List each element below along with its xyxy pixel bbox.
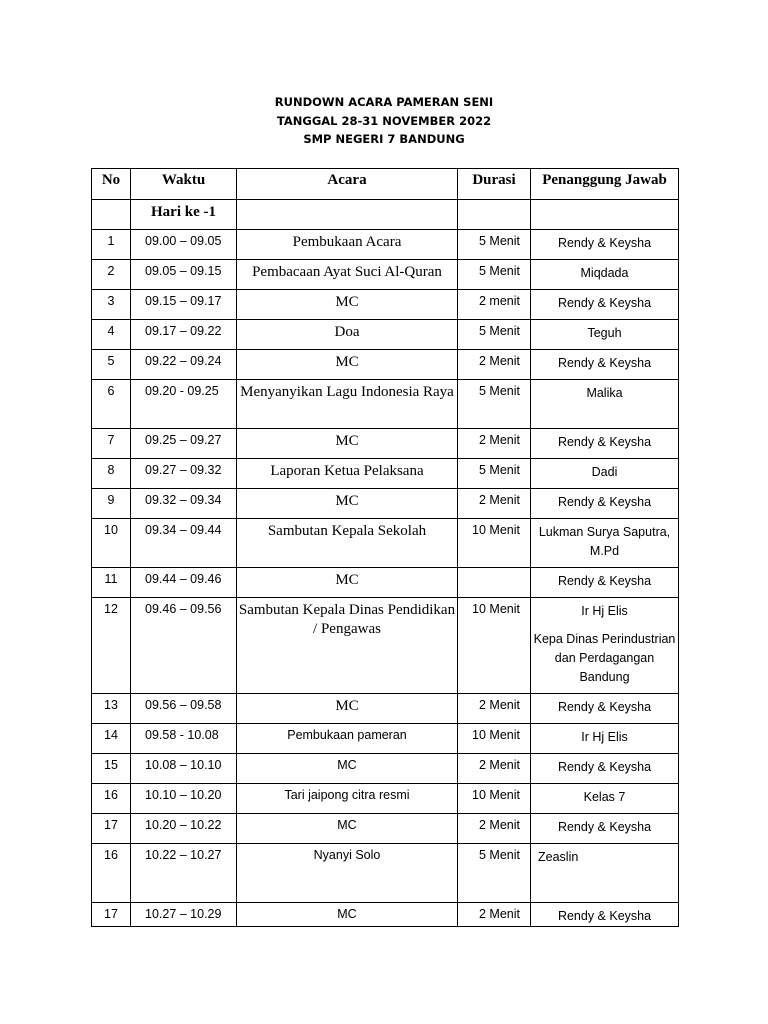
table-row [92, 694, 679, 724]
row-duration: 5 Menit [458, 230, 531, 260]
person-name: Rendy & Keysha [557, 574, 652, 588]
person-role: Kepa Dinas Perindustrian dan Perdagangan Bandung [533, 632, 676, 684]
row-duration: 2 Menit [458, 754, 531, 784]
row-time: 09.58 - 10.08 [131, 724, 237, 754]
row-number: 14 [92, 724, 131, 754]
row-time: 10.20 – 10.22 [131, 814, 237, 844]
row-number: 2 [92, 260, 131, 290]
table-row [92, 459, 679, 489]
row-event: MC [237, 489, 458, 519]
row-duration: 10 Menit [458, 784, 531, 814]
row-duration: 5 Menit [458, 320, 531, 350]
row-event: MC [237, 350, 458, 380]
row-number: 16 [92, 784, 131, 814]
person-name: Rendy & Keysha [557, 236, 652, 250]
row-time: 10.10 – 10.20 [131, 784, 237, 814]
person-name: Rendy & Keysha [557, 495, 652, 509]
row-event: Nyanyi Solo [237, 844, 458, 903]
row-person-in-charge [531, 694, 679, 724]
document-header [0, 93, 768, 149]
row-time: 09.27 – 09.32 [131, 459, 237, 489]
row-event: Doa [237, 320, 458, 350]
row-duration: 10 Menit [458, 519, 531, 568]
row-person-in-charge [531, 598, 679, 694]
row-event: MC [237, 694, 458, 724]
row-person-in-charge [531, 290, 679, 320]
person-name: Dadi [591, 465, 618, 479]
row-event: Pembukaan Acara [237, 230, 458, 260]
person-name: Teguh [587, 326, 622, 340]
row-duration: 2 menit [458, 290, 531, 320]
header-title: RUNDOWN ACARA PAMERAN SENI [274, 95, 494, 109]
row-person-in-charge [531, 380, 679, 429]
row-number: 17 [92, 814, 131, 844]
row-duration [458, 568, 531, 598]
row-person-in-charge [531, 519, 679, 568]
row-event: MC [237, 903, 458, 927]
person-name: Lukman Surya Saputra, M.Pd [538, 525, 671, 558]
table-row [92, 320, 679, 350]
table-row [92, 290, 679, 320]
row-time: 10.22 – 10.27 [131, 844, 237, 903]
row-time: 09.05 – 09.15 [131, 260, 237, 290]
table-row [92, 230, 679, 260]
row-number: 3 [92, 290, 131, 320]
column-header-acara: Acara [237, 169, 458, 200]
row-person-in-charge [531, 754, 679, 784]
row-time: 10.08 – 10.10 [131, 754, 237, 784]
table-row [92, 784, 679, 814]
person-name: Ir Hj Elis [581, 604, 628, 618]
row-number: 8 [92, 459, 131, 489]
row-person-in-charge [531, 320, 679, 350]
person-name: Zeaslin [538, 850, 579, 864]
row-person-in-charge [531, 568, 679, 598]
row-time: 09.15 – 09.17 [131, 290, 237, 320]
row-duration: 2 Menit [458, 489, 531, 519]
row-person-in-charge [531, 844, 679, 903]
row-duration: 2 Menit [458, 903, 531, 927]
person-name: Malika [586, 386, 623, 400]
row-number: 17 [92, 903, 131, 927]
row-event: MC [237, 290, 458, 320]
column-header-durasi: Durasi [458, 169, 531, 200]
row-number: 9 [92, 489, 131, 519]
row-event: Pembacaan Ayat Suci Al-Quran [237, 260, 458, 290]
table-row [92, 568, 679, 598]
row-number: 5 [92, 350, 131, 380]
row-time: 09.34 – 09.44 [131, 519, 237, 568]
row-time: 09.17 – 09.22 [131, 320, 237, 350]
row-event: Pembukaan pameran [237, 724, 458, 754]
column-header-no: No [92, 169, 131, 200]
row-number: 1 [92, 230, 131, 260]
row-number: 10 [92, 519, 131, 568]
row-duration: 2 Menit [458, 694, 531, 724]
row-event: MC [237, 568, 458, 598]
day-row [92, 200, 679, 230]
row-person-in-charge [531, 489, 679, 519]
row-number: 15 [92, 754, 131, 784]
row-duration: 2 Menit [458, 350, 531, 380]
header-school: SMP NEGERI 7 BANDUNG [303, 132, 465, 146]
row-event: Tari jaipong citra resmi [237, 784, 458, 814]
row-duration: 5 Menit [458, 459, 531, 489]
row-duration: 2 Menit [458, 814, 531, 844]
table-row [92, 260, 679, 290]
row-time: 10.27 – 10.29 [131, 903, 237, 927]
row-person-in-charge [531, 260, 679, 290]
row-duration: 2 Menit [458, 429, 531, 459]
row-person-in-charge [531, 230, 679, 260]
table-row [92, 903, 679, 927]
row-event: MC [237, 814, 458, 844]
row-number: 11 [92, 568, 131, 598]
row-time: 09.32 – 09.34 [131, 489, 237, 519]
row-person-in-charge [531, 459, 679, 489]
row-number: 13 [92, 694, 131, 724]
rundown-table [91, 168, 679, 927]
row-event: MC [237, 754, 458, 784]
person-name: Rendy & Keysha [557, 820, 652, 834]
row-duration: 5 Menit [458, 380, 531, 429]
row-person-in-charge [531, 350, 679, 380]
person-name: Rendy & Keysha [557, 435, 652, 449]
table-row [92, 519, 679, 568]
row-person-in-charge [531, 814, 679, 844]
table-row [92, 844, 679, 903]
person-name: Rendy & Keysha [557, 356, 652, 370]
row-time: 09.25 – 09.27 [131, 429, 237, 459]
row-event: Menyanyikan Lagu Indonesia Raya [237, 380, 458, 429]
row-time: 09.44 – 09.46 [131, 568, 237, 598]
table-header-row [92, 169, 679, 200]
row-duration: 5 Menit [458, 844, 531, 903]
row-time: 09.56 – 09.58 [131, 694, 237, 724]
row-time: 09.22 – 09.24 [131, 350, 237, 380]
row-duration: 5 Menit [458, 260, 531, 290]
row-time: 09.20 - 09.25 [131, 380, 237, 429]
row-person-in-charge [531, 903, 679, 927]
row-duration: 10 Menit [458, 598, 531, 694]
row-number: 12 [92, 598, 131, 694]
row-number: 6 [92, 380, 131, 429]
person-name: Rendy & Keysha [557, 760, 652, 774]
row-event: Laporan Ketua Pelaksana [237, 459, 458, 489]
table-row [92, 350, 679, 380]
table-row [92, 380, 679, 429]
row-duration: 10 Menit [458, 724, 531, 754]
row-person-in-charge [531, 724, 679, 754]
column-header-penanggung-jawab: Penanggung Jawab [531, 169, 679, 200]
person-name: Ir Hj Elis [581, 730, 628, 744]
table-row [92, 814, 679, 844]
table-row [92, 754, 679, 784]
table-row [92, 429, 679, 459]
person-name: Rendy & Keysha [557, 296, 652, 310]
row-event: Sambutan Kepala Dinas Pendidikan / Pengawas [237, 598, 458, 694]
row-time: 09.46 – 09.56 [131, 598, 237, 694]
day-label: Hari ke -1 [131, 200, 237, 230]
row-number: 16 [92, 844, 131, 903]
row-number: 7 [92, 429, 131, 459]
row-number: 4 [92, 320, 131, 350]
header-date: TANGGAL 28-31 NOVEMBER 2022 [276, 113, 492, 128]
row-person-in-charge [531, 784, 679, 814]
column-header-waktu: Waktu [131, 169, 237, 200]
person-name: Rendy & Keysha [557, 909, 652, 923]
person-name: Rendy & Keysha [557, 700, 652, 714]
row-event: Sambutan Kepala Sekolah [237, 519, 458, 568]
table-row [92, 489, 679, 519]
person-name: Kelas 7 [583, 790, 626, 804]
table-row [92, 598, 679, 694]
row-event: MC [237, 429, 458, 459]
person-name: Miqdada [580, 266, 629, 280]
row-person-in-charge [531, 429, 679, 459]
row-time: 09.00 – 09.05 [131, 230, 237, 260]
table-row [92, 724, 679, 754]
